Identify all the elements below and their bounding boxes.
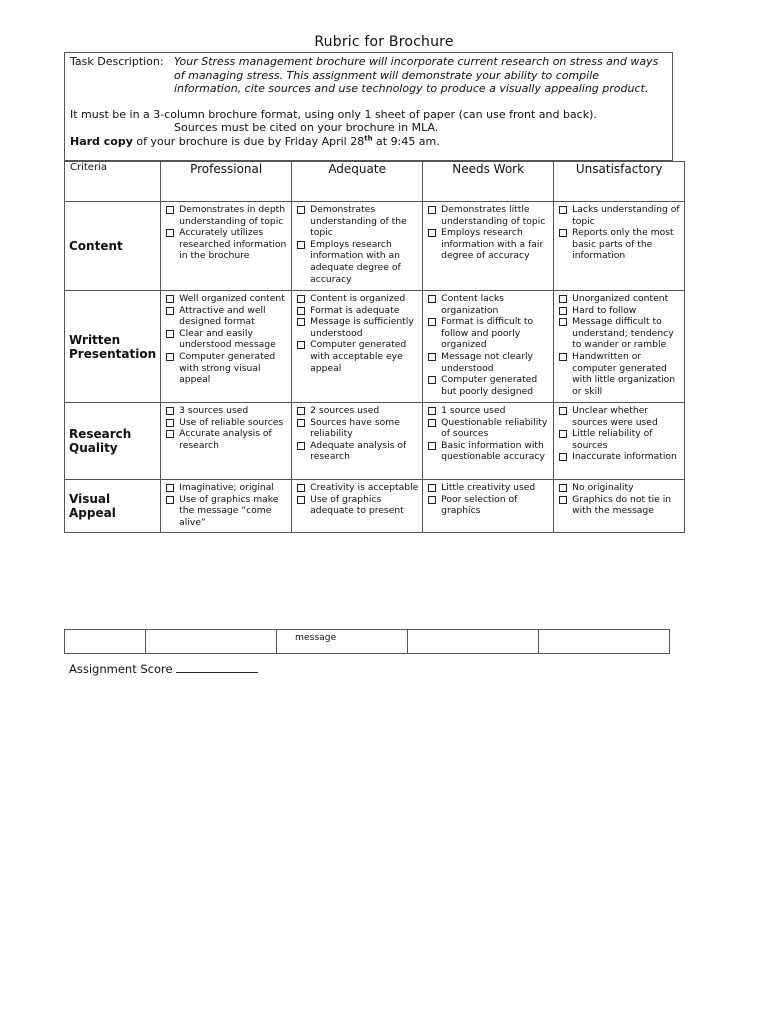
rubric-item [166,227,288,262]
rubric-item [559,494,681,517]
rubric-item-text: Computer generated but poorly designed [441,374,538,397]
assignment-score-label: Assignment Score [69,662,173,676]
rubric-item-text: Lacks understanding of topic [572,204,680,227]
rubric-item-text: Employs research information with a fair degree of accuracy [441,227,544,262]
header-row [65,162,685,202]
cell-visual-adequate [292,480,423,533]
rubric-item [559,204,681,227]
rubric-item-text: Unorganized content [572,293,669,304]
rubric-item-text: Graphics do not tie in with the message [572,493,672,517]
continuation-cell-needs-work [408,630,539,654]
checkbox-icon[interactable] [166,484,174,492]
rubric-item [166,417,288,429]
rubric-item-text: Unclear whether sources were used [572,405,658,428]
rubric-item [559,428,681,451]
checkbox-icon[interactable] [297,295,305,303]
rubric-item-text: Little creativity used [441,482,536,493]
rubric-item-text: Accurate analysis of research [179,428,272,451]
checkbox-icon[interactable] [559,484,567,492]
checkbox-icon[interactable] [428,407,436,415]
rubric-item [428,494,550,517]
cell-content-needs-work [423,202,554,291]
checkbox-icon[interactable] [428,318,436,326]
checkbox-icon[interactable] [559,353,567,361]
rubric-item [166,351,288,386]
rubric-item-text: Attractive and well designed format [179,304,266,328]
task-sources-line: Sources must be cited on your brochure in MLA. [174,121,439,134]
header-professional: Professional [161,162,292,202]
task-format-line: It must be in a 3-column brochure format, using only 1 sheet of paper (can use front and back). [70,108,597,121]
due-time: at 9:45 am. [372,135,440,148]
checkbox-icon[interactable] [297,442,305,450]
rubric-item-text: Demonstrates in depth understanding of topic [179,204,286,227]
rubric-item [166,204,288,227]
checkbox-icon[interactable] [559,229,567,237]
continuation-cell-unsatisfactory [539,630,670,654]
rubric-item [297,239,419,285]
continuation-row-table [64,629,670,654]
continuation-row [65,630,670,654]
rubric-item-text: Demonstrates little understanding of topic [441,204,546,227]
criteria-visual-appeal: Visual Appeal [65,480,161,533]
rubric-item [559,451,681,463]
checkbox-icon[interactable] [166,407,174,415]
rubric-item-text: Use of reliable sources [179,416,284,428]
task-label: Task Description: [70,55,164,68]
rubric-item [297,316,419,339]
checkbox-icon[interactable] [166,419,174,427]
rubric-item [559,351,681,397]
rubric-item-text: 1 source used [441,405,506,416]
checkbox-icon[interactable] [559,206,567,214]
rubric-item-text: Hard to follow [572,304,637,316]
rubric-item [559,305,681,317]
rubric-item-text: Use of graphics make the message “come alive” [179,493,279,528]
rubric-item [428,227,550,262]
checkbox-icon[interactable] [297,206,305,214]
rubric-item-text: Computer generated with acceptable eye appeal [310,339,407,374]
rubric-item-text: Use of graphics adequate to present [310,493,404,517]
cell-research-professional [161,403,292,480]
cell-visual-professional [161,480,292,533]
cell-content-professional [161,202,292,291]
checkbox-icon[interactable] [166,307,174,315]
rubric-item-text: Format is adequate [310,304,400,316]
checkbox-icon[interactable] [428,353,436,361]
continuation-cell-criteria [65,630,146,654]
checkbox-icon[interactable] [166,430,174,438]
criteria-content: Content [65,202,161,291]
rubric-item [428,316,550,351]
rubric-item [166,494,288,529]
rubric-item [297,405,419,417]
checkbox-icon[interactable] [559,430,567,438]
checkbox-icon[interactable] [428,442,436,450]
rubric-item [166,305,288,328]
rubric-item [559,293,681,305]
checkbox-icon[interactable] [559,295,567,303]
checkbox-icon[interactable] [166,229,174,237]
rubric-item-text: Message not clearly understood [441,350,533,374]
row-written-presentation [65,291,685,403]
cell-content-unsatisfactory [554,202,685,291]
checkbox-icon[interactable] [559,496,567,504]
rubric-item-text: Message is sufficiently understood [310,316,414,339]
rubric-item-text: Adequate analysis of research [310,439,407,463]
checkbox-icon[interactable] [297,496,305,504]
rubric-item-text: Employs research information with an adequate degree of accuracy [310,238,401,285]
checkbox-icon[interactable] [559,318,567,326]
rubric-item [166,328,288,351]
checkbox-icon[interactable] [297,341,305,349]
due-text: of your brochure is due by Friday April 28 [132,135,365,148]
rubric-item-text: Creativity is acceptable [310,482,419,493]
cell-written-professional [161,291,292,403]
rubric-item-text: Imaginative; original [179,482,274,493]
rubric-item [559,405,681,428]
cell-written-adequate [292,291,423,403]
cell-content-adequate [292,202,423,291]
rubric-item [166,405,288,417]
rubric-item [559,227,681,262]
rubric-item-text: Questionable reliability of sources [441,416,548,440]
rubric-table [64,161,685,533]
criteria-written-presentation: Written Presentation [65,291,161,403]
rubric-item [166,293,288,305]
checkbox-icon[interactable] [166,353,174,361]
rubric-item-text: Format is difficult to follow and poorly organized [441,316,534,351]
rubric-item-text: Handwritten or computer generated with little organization or skill [572,350,676,397]
rubric-item-text: Computer generated with strong visual appeal [179,350,276,386]
page-title: Rubric for Brochure [314,34,454,50]
header-adequate: Adequate [292,162,423,202]
due-suffix: th [364,134,373,143]
rubric-item [297,440,419,463]
rubric-item-text: No originality [572,482,634,493]
rubric-item [297,494,419,517]
rubric-item [428,293,550,316]
rubric-item [297,305,419,317]
task-description-box [64,52,673,161]
continuation-cell-adequate: message [277,630,408,654]
score-blank-line[interactable] [176,661,258,673]
checkbox-icon[interactable] [297,407,305,415]
rubric-item-text: Sources have some reliability [310,416,400,440]
rubric-item-text: Content lacks organization [441,293,504,316]
checkbox-icon[interactable] [428,206,436,214]
checkbox-icon[interactable] [428,496,436,504]
cell-written-needs-work [423,291,554,403]
rubric-item-text: Inaccurate information [572,451,677,463]
cell-research-needs-work [423,403,554,480]
rubric-item [297,204,419,239]
cell-written-unsatisfactory [554,291,685,403]
rubric-item-text: Accurately utilizes researched information in the brochure [179,227,287,262]
rubric-item [428,417,550,440]
rubric-item [559,316,681,351]
rubric-item-text: Demonstrates understanding of the topic [310,204,407,239]
rubric-item-text: Basic information with questionable accuracy [441,439,545,463]
rubric-item-text: Well organized content [179,293,285,304]
rubric-item-text: 2 sources used [310,405,380,416]
rubric-item-text: Reports only the most basic parts of the information [572,227,674,262]
header-needs-work: Needs Work [423,162,554,202]
checkbox-icon[interactable] [428,419,436,427]
checkbox-icon[interactable] [297,307,305,315]
hard-copy-label: Hard copy [70,135,133,148]
checkbox-icon[interactable] [428,295,436,303]
checkbox-icon[interactable] [559,307,567,315]
cell-research-adequate [292,403,423,480]
cell-visual-needs-work [423,480,554,533]
criteria-research-quality: Research Quality [65,403,161,480]
cell-visual-unsatisfactory [554,480,685,533]
row-content [65,202,685,291]
rubric-item-text: Content is organized [310,293,406,304]
rubric-item [428,482,550,494]
header-unsatisfactory: Unsatisfactory [554,162,685,202]
task-due-line [70,135,670,149]
continuation-cell-professional [146,630,277,654]
rubric-item [559,482,681,494]
rubric-item [297,417,419,440]
rubric-item [166,482,288,494]
rubric-item-text: Little reliability of sources [572,428,653,451]
header-criteria: Criteria [65,162,161,202]
checkbox-icon[interactable] [559,453,567,461]
row-visual-appeal [65,480,685,533]
checkbox-icon[interactable] [428,229,436,237]
rubric-item-text: 3 sources used [179,405,249,416]
checkbox-icon[interactable] [297,419,305,427]
rubric-item-text: Poor selection of graphics [441,493,518,517]
checkbox-icon[interactable] [428,376,436,384]
checkbox-icon[interactable] [166,295,174,303]
checkbox-icon[interactable] [166,330,174,338]
cell-research-unsatisfactory [554,403,685,480]
checkbox-icon[interactable] [559,407,567,415]
rubric-item-text: Clear and easily understood message [179,327,276,351]
row-research-quality [65,403,685,480]
rubric-item [297,482,419,494]
rubric-item [428,204,550,227]
rubric-item [428,351,550,374]
rubric-item [166,428,288,451]
task-italic-text: Your Stress management brochure will incorporate current research on stress and ways of managing stress. This assignment will demonstrate your ability to compile information, cite sources and use technology to produce a visually appealing product. [174,55,659,95]
assignment-score [69,661,258,676]
checkbox-icon[interactable] [297,484,305,492]
checkbox-icon[interactable] [428,484,436,492]
rubric-item [428,374,550,397]
checkbox-icon[interactable] [166,206,174,214]
checkbox-icon[interactable] [297,241,305,249]
rubric-item [297,293,419,305]
rubric-item-text: Message difficult to understand; tendency to wander or ramble [572,316,674,351]
rubric-item [428,405,550,417]
rubric-item [428,440,550,463]
checkbox-icon[interactable] [166,496,174,504]
checkbox-icon[interactable] [297,318,305,326]
rubric-item [297,339,419,374]
